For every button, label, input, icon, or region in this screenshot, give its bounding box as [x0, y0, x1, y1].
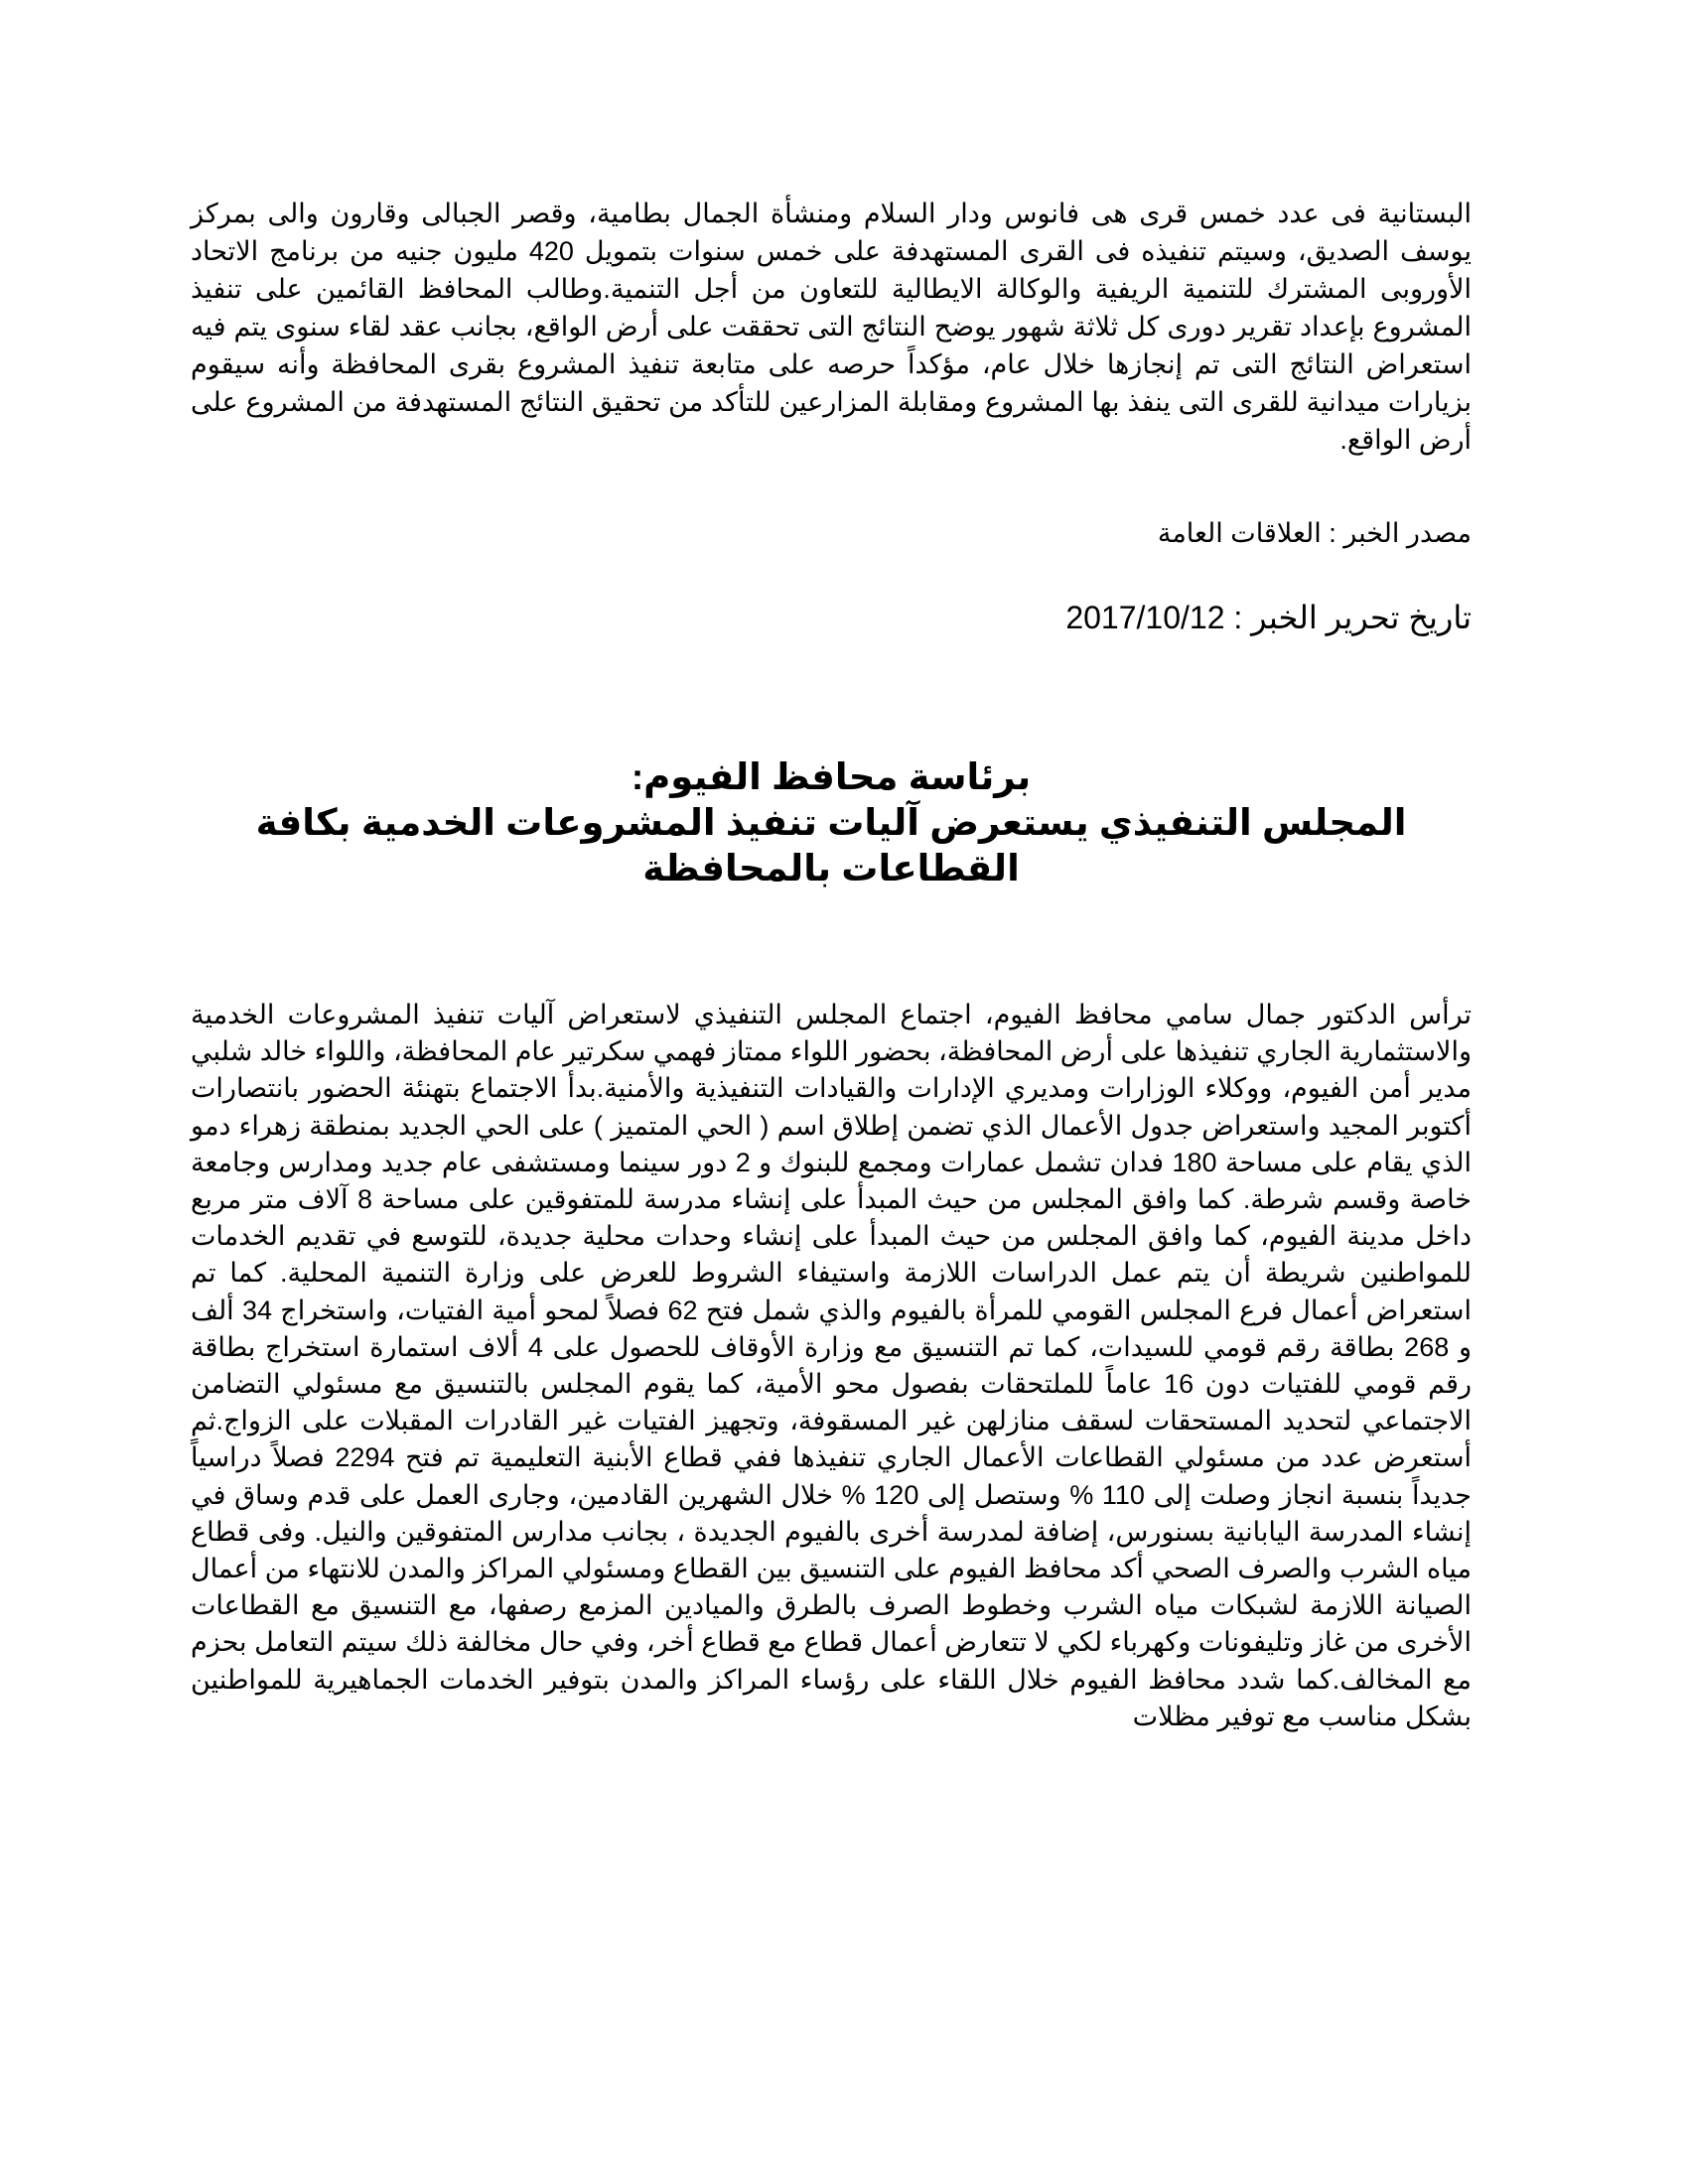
- headline-line-1: برئاسة محافظ الفيوم:: [631, 756, 1032, 797]
- news-source-line: مصدر الخبر : العلاقات العامة: [1157, 518, 1472, 548]
- main-paragraph-block: [191, 997, 1472, 1735]
- headline-line-2: المجلس التنفيذي يستعرض آليات تنفيذ المشروعات الخدمية بكافة القطاعات بالمحافظة: [255, 802, 1407, 888]
- article-headline: [191, 754, 1472, 891]
- main-paragraph: ترأس الدكتور جمال سامي محافظ الفيوم، اجتماع المجلس التنفيذي لاستعراض آليات تنفيذ المشروعات الخدمية والاستثمارية الجاري تنفيذها على أرض المحافظة، بحضور اللواء ممتاز فهمي سكرتير عام المحافظة، واللواء خالد شلبي مدير أمن الفيوم، ووكلاء الوزارات ومديري الإدارات والقيادات التنفيذية والأمنية.بدأ الاجتماع بتهنئة الحضور بانتصارات أكتوبر المجيد واستعراض جدول الأعمال الذي تضمن إطلاق اسم ( الحي المتميز ) على الحي الجديد بمنطقة زهراء دمو الذي يقام على مساحة 180 فدان تشمل عمارات ومجمع للبنوك و 2 دور سينما ومستشفى عام جديد ومدارس وجامعة خاصة وقسم شرطة. كما وافق المجلس من حيث المبدأ على إنشاء مدرسة للمتفوقين على مساحة 8 آلاف متر مربع داخل مدينة الفيوم، كما وافق المجلس من حيث المبدأ على إنشاء وحدات محلية جديدة، للتوسع في تقديم الخدمات للمواطنين شريطة أن يتم عمل الدراسات اللازمة واستيفاء الشروط للعرض على وزارة التنمية المحلية. كما تم استعراض أعمال فرع المجلس القومي للمرأة بالفيوم والذي شمل فتح 62 فصلاً لمحو أمية الفتيات، واستخراج 34 ألف و 268 بطاقة رقم قومي للسيدات، كما تم التنسيق مع وزارة الأوقاف للحصول على 4 ألاف استمارة استخراج بطاقة رقم قومي للفتيات دون 16 عاماً للملتحقات بفصول محو الأمية، كما يقوم المجلس بالتنسيق مع مسئولي التضامن الاجتماعي لتحديد المستحقات لسقف منازلهن غير المسقوفة، وتجهيز الفتيات غير القادرات المقبلات على الزواج.ثم أستعرض عدد من مسئولي القطاعات الأعمال الجاري تنفيذها ففي قطاع الأبنية التعليمية تم فتح 2294 فصلاً دراسياً جديداً بنسبة انجاز وصلت إلى 110 % وستصل إلى 120 % خلال الشهرين القادمين، وجارى العمل على قدم وساق في إنشاء المدرسة اليابانية بسنورس، إضافة لمدرسة أخرى بالفيوم الجديدة ، بجانب مدارس المتفوقين والنيل. وفى قطاع مياه الشرب والصرف الصحي أكد محافظ الفيوم على التنسيق بين القطاع ومسئولي المراكز والمدن للانتهاء من أعمال الصيانة اللازمة لشبكات مياه الشرب وخطوط الصرف بالطرق والميادين المزمع رصفها، مع التنسيق مع القطاعات الأخرى من غاز وتليفونات وكهرباء لكي لا تتعارض أعمال قطاع مع قطاع أخر، وفي حال مخالفة ذلك سيتم التعامل بحزم مع المخالف.كما شدد محافظ الفيوم خلال اللقاء على رؤساء المراكز والمدن بتوفير الخدمات الجماهيرية للمواطنين بشكل مناسب مع توفير مظلات: [191, 1000, 1473, 1731]
- top-paragraph: البستانية فى عدد خمس قرى هى فانوس ودار السلام ومنشأة الجمال بطامية، وقصر الجبالى وقارون والى بمركز يوسف الصديق، وسيتم تنفيذه فى القرى المستهدفة على خمس سنوات بتمويل 420 مليون جنيه من برنامج الاتحاد الأوروبى المشترك للتنمية الريفية والوكالة الايطالية للتعاون من أجل التنمية.وطالب المحافظ القائمين على تنفيذ المشروع بإعداد تقرير دورى كل ثلاثة شهور يوضح النتائج التى تحققت على أرض الواقع، بجانب عقد لقاء سنوى يتم فيه استعراض النتائج التى تم إنجازها خلال عام، مؤكداً حرصه على متابعة تنفيذ المشروع بقرى المحافظة وأنه سيقوم بزيارات ميدانية للقرى التى ينفذ بها المشروع ومقابلة المزارعين للتأكد من تحقيق النتائج المستهدفة من المشروع على أرض الواقع.: [191, 199, 1472, 455]
- news-date-line: تاريخ تحرير الخبر : 2017/10/12: [1065, 600, 1472, 635]
- top-paragraph-block: [191, 195, 1472, 459]
